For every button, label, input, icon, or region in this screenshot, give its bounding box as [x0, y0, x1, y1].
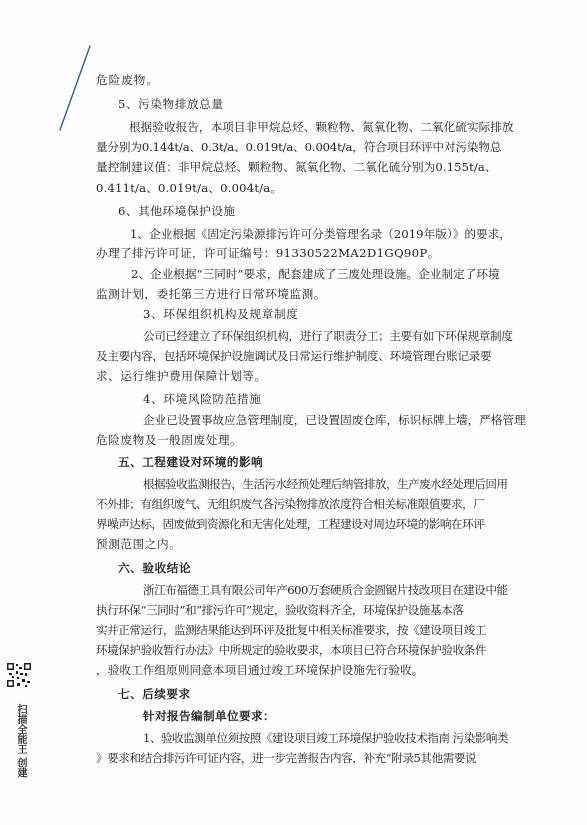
text-line: 浙江布福德工具有限公司年产600万套硬质合金圆锯片技改项目在建设中能 — [143, 583, 508, 597]
text-line: 量分别为0.144t/a、0.3t/a、0.019t/a、0.004t/a，符合项目环评中对污染物总 — [96, 140, 502, 154]
section-heading: 3、环保组织机构及规章制度 — [143, 307, 299, 321]
text-line: 实并正常运行，监测结果能达到环评及批复中相关标准要求，按《建设项目竣工 — [96, 623, 487, 637]
text-line: 求、运行维护费用保障计划等。 — [96, 369, 267, 383]
text-line: 》要求和结合排污许可证内容，进一步完善报告内容，补充“附录5其他需要说 — [96, 751, 477, 765]
text-line: 公司已经建立了环保组织机构，进行了职责分工；主要有如下环保规章制度 — [143, 329, 513, 343]
section-heading: 六、验收结论 — [118, 561, 192, 575]
text-line: 不外排；有组织废气、无组织废气各污染物排放浓度符合相关标准限值要求，厂 — [96, 497, 485, 511]
text-line: 界噪声达标，固废做到资源化和无害化处理，工程建设对周边环境的影响在环评 — [96, 517, 485, 531]
text-line: 办理了排污许可证，许可证编号：91330522MA2D1GQ90P。 — [96, 246, 440, 260]
section-heading: 针对报告编制单位要求： — [143, 709, 275, 723]
text-line: 危险废物及一般固废处理。 — [96, 433, 243, 447]
section-heading: 七、后续要求 — [118, 687, 191, 701]
pen-mark — [56, 44, 96, 134]
text-line: 根据验收报告，本项目非甲烷总烃、颗粒物、氮氧化物、二氧化硫实际排放 — [129, 120, 514, 134]
section-heading: 5、污染物排放总量 — [118, 97, 224, 111]
text-line: 监测计划，委托第三方进行日常环境监测。 — [96, 287, 326, 301]
text-line: 1、企业根据《固定污染源排污许可分类管理名录（2019年版）》的要求， — [130, 227, 511, 241]
text-line: 0.411t/a、0.019t/a、0.004t/a。 — [96, 181, 283, 195]
text-line: ，验收工作组原则同意本项目通过竣工环境保护设施先行验收。 — [96, 663, 424, 677]
text-line: 预测范围之内。 — [96, 537, 182, 551]
text-line: 及主要内容，包括环境保护设施调试及日常运行维护制度、环境管理台账记录要 — [96, 349, 492, 363]
text-line: 2、企业根据“三同时”要求，配套建成了三废处理设施。企业制定了环境 — [131, 267, 500, 281]
text-line: 量控制建议值：非甲烷总烃、颗粒物、氮氧化物、二氧化硫分别为0.155t/a、 — [96, 160, 497, 174]
section-heading: 五、工程建设对环境的影响 — [118, 455, 264, 469]
qr-code-icon — [6, 662, 32, 706]
section-heading: 4、环境风险防范措施 — [143, 392, 262, 406]
text-line: 1、验收监测单位须按照《建设项目竣工环境保护验收技术指南 污染影响类 — [143, 731, 509, 745]
text-line: 企业已设置事故应急管理制度，已设置固废仓库，标识标牌上墙，严格管理 — [143, 413, 526, 427]
text-line: 执行环保“三同时”和“排污许可”规定，验收资料齐全，环境保护设施基本落 — [96, 603, 464, 617]
section-heading: 6、其他环境保护设施 — [118, 204, 236, 218]
text-line: 环境保护验收暂行办法》中所规定的验收要求，本项目已符合环境保护验收条件 — [96, 643, 487, 657]
scanner-watermark: 扫描全能王 创建 — [15, 704, 26, 778]
text-line: 危险废物。 — [96, 73, 159, 87]
text-line: 根据验收监测报告，生活污水经预处理后纳管排放，生产废水经处理后回用 — [143, 477, 508, 491]
